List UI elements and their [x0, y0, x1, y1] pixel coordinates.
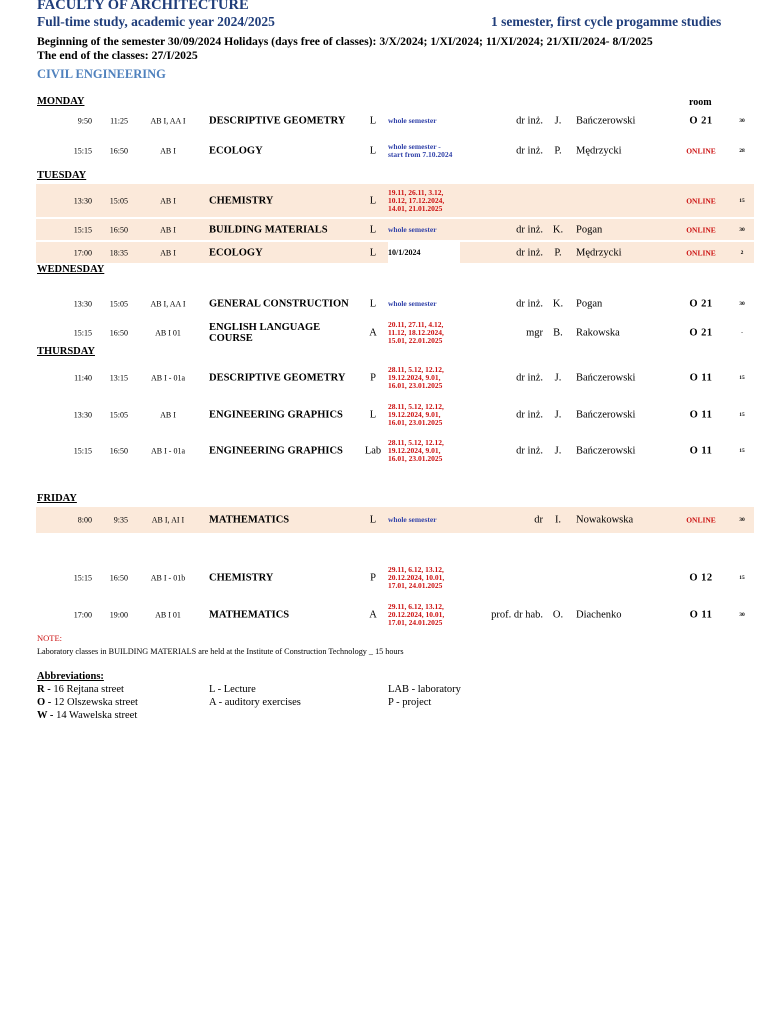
lecturer-surname: Bańczerowski	[576, 372, 636, 384]
room: O 11	[689, 372, 713, 384]
lecturer-initial: J.	[554, 115, 562, 127]
hours: 15	[739, 375, 745, 381]
abbr-key: W -	[37, 710, 54, 721]
lecturer-surname: Bańczerowski	[576, 445, 636, 457]
subject: ECOLOGY	[209, 145, 263, 157]
abbr-value: 14 Wawelska street	[53, 710, 138, 721]
class-type: L	[369, 195, 377, 206]
lecturer-title: dr	[534, 514, 543, 526]
subject: ENGLISH LANGUAGE COURSE	[209, 322, 321, 344]
dates-note: whole semester	[388, 515, 437, 524]
day-thursday: THURSDAY	[37, 346, 95, 357]
subject: MATHEMATICS	[209, 609, 290, 621]
semester-dates: Beginning of the semester 30/09/2024 Holidays (days free of classes): 3/X/2024; 1/XI/2024; 11/XI/2024; 21/XII/2024- 8/I/2025	[37, 35, 653, 48]
subject: GENERAL CONSTRUCTION	[209, 298, 349, 310]
group: AB I	[160, 196, 176, 205]
hours: 15	[739, 575, 745, 581]
lecturer-title: mgr	[526, 327, 543, 339]
class-type: A	[369, 327, 377, 339]
start-time: 13:30	[73, 196, 92, 205]
abbr-project: P - project	[388, 697, 432, 708]
class-row	[36, 436, 754, 466]
end-time: 16:50	[109, 446, 128, 456]
lecturer-initial: J.	[554, 409, 562, 421]
end-time: 19:00	[109, 610, 128, 620]
group: AB I 01	[155, 328, 181, 338]
lecturer-surname: Pogan	[576, 298, 603, 310]
group: AB I - 01b	[150, 573, 186, 583]
abbr-value: 12 Olszewska street	[51, 697, 138, 708]
dates-note: whole semester	[388, 299, 437, 308]
end-time: 15:05	[109, 410, 128, 420]
dates-note: 29.11, 6.12, 13.12, 20.12.2024, 10.01, 17.01, 24.01.2025	[388, 602, 445, 627]
dates-note: whole semester	[388, 224, 437, 234]
end-time: 13:15	[109, 373, 128, 383]
lecturer-surname: Diachenko	[576, 609, 622, 621]
hours: 28	[739, 148, 745, 154]
room: O 11	[689, 609, 713, 621]
dates-note: whole semester	[388, 116, 437, 125]
subject: ECOLOGY	[209, 247, 263, 258]
day-wednesday: WEDNESDAY	[37, 264, 105, 275]
lecturer-surname: Mędrzycki	[576, 247, 622, 258]
group: AB I - 01a	[151, 373, 185, 383]
lecturer-title: prof. dr hab.	[491, 609, 543, 621]
room: O 12	[689, 572, 713, 584]
room: O 21	[689, 115, 713, 127]
group: AB I - 01a	[151, 446, 185, 456]
subject: ENGINEERING GRAPHICS	[209, 445, 343, 457]
room-online: ONLINE	[686, 196, 716, 205]
hours: -	[741, 330, 743, 336]
hours: 15	[739, 448, 745, 454]
end-time: 16:50	[109, 328, 128, 338]
subject: ENGINEERING GRAPHICS	[209, 409, 343, 421]
lecturer-initial: P.	[554, 247, 562, 258]
note-text: Laboratory classes in BUILDING MATERIALS are held at the Institute of Construction Technology _ 15 hours	[37, 647, 404, 656]
subject: DESCRIPTIVE GEOMETRY	[209, 115, 346, 127]
start-time: 15:15	[73, 146, 92, 156]
lecturer-initial: K.	[552, 298, 564, 310]
class-type: L	[369, 247, 377, 258]
end-time: 16:50	[109, 146, 128, 156]
dates-note: 29.11, 6.12, 13.12, 20.12.2024, 10.01, 17.01, 24.01.2025	[388, 565, 445, 590]
hours: 2	[740, 249, 744, 256]
lecturer-title: dr inż.	[516, 247, 543, 258]
start-time: 15:15	[73, 573, 92, 583]
class-row	[36, 318, 754, 348]
lecturer-title: dr inż.	[516, 145, 543, 157]
end-time: 15:05	[109, 196, 128, 205]
start-time: 13:30	[73, 299, 92, 309]
abbr-r	[37, 684, 124, 695]
class-row	[36, 184, 754, 217]
room-online: ONLINE	[686, 248, 716, 257]
lecturer-initial: B.	[553, 327, 563, 339]
class-row	[36, 507, 754, 533]
subject: CHEMISTRY	[209, 572, 274, 584]
abbr-key: O -	[37, 697, 52, 708]
room: O 11	[689, 445, 713, 457]
lecturer-title: dr inż.	[516, 224, 543, 235]
dates-note: 19.11, 26.11, 3.12, 10.12, 17.12.2024, 14.01, 21.01.2025	[388, 187, 445, 213]
study-mode: Full-time study, academic year 2024/2025	[37, 14, 275, 29]
end-time: 16:50	[109, 573, 128, 583]
class-type: Lab	[364, 445, 382, 457]
class-type: L	[369, 224, 377, 235]
lecturer-initial: K.	[552, 224, 564, 235]
classes-end-date: The end of the classes: 27/I/2025	[37, 49, 198, 62]
class-type: L	[369, 514, 377, 526]
hours: 30	[739, 226, 745, 233]
dates-note: 28.11, 5.12, 12.12, 19.12.2024, 9.01, 16.01, 23.01.2025	[388, 438, 444, 463]
lecturer-initial: J.	[554, 445, 562, 457]
end-time: 16:50	[109, 225, 128, 234]
subject: CHEMISTRY	[209, 195, 274, 206]
class-row	[36, 111, 754, 131]
class-row	[36, 294, 754, 314]
day-tuesday: TUESDAY	[37, 170, 87, 181]
room: O 11	[689, 409, 713, 421]
abbr-value: 16 Rejtana street	[50, 684, 124, 695]
dates-note: 28.11, 5.12, 12.12, 19.12.2024, 9.01, 16.01, 23.01.2025	[388, 402, 444, 427]
class-type: L	[369, 298, 377, 310]
abbr-key: R -	[37, 684, 51, 695]
hours: 30	[739, 517, 745, 523]
end-time: 9:35	[113, 515, 128, 525]
room-online: ONLINE	[686, 515, 716, 525]
class-row	[36, 219, 754, 240]
group: AB I, AA I	[150, 299, 186, 309]
class-type: A	[369, 609, 377, 621]
lecturer-initial: O.	[552, 609, 564, 621]
abbr-auditory: A - auditory exercises	[209, 697, 301, 708]
lecturer-initial: I.	[554, 514, 562, 526]
start-time: 17:00	[73, 248, 92, 257]
room-online: ONLINE	[686, 146, 716, 156]
start-time: 11:40	[74, 373, 92, 383]
class-row	[36, 400, 754, 430]
group: AB I	[160, 410, 176, 420]
start-time: 9:50	[77, 116, 92, 126]
lecturer-title: dr inż.	[516, 445, 543, 457]
group: AB I 01	[155, 610, 181, 620]
start-time: 17:00	[73, 610, 92, 620]
class-type: L	[369, 409, 377, 421]
lecturer-surname: Mędrzycki	[576, 145, 622, 157]
abbr-o	[37, 697, 138, 708]
class-type: P	[370, 372, 376, 384]
abbr-lecture: L - Lecture	[209, 684, 256, 695]
group: AB I	[160, 146, 176, 156]
group: AB I	[160, 248, 176, 257]
group: AB I, AI I	[151, 515, 185, 525]
lecturer-title: dr inż.	[516, 372, 543, 384]
day-friday: FRIDAY	[37, 493, 77, 504]
lecturer-surname: Bańczerowski	[576, 115, 636, 127]
lecturer-initial: J.	[554, 372, 562, 384]
hours: 30	[739, 118, 745, 124]
start-time: 13:30	[73, 410, 92, 420]
class-type: P	[370, 572, 376, 584]
programme-info: 1 semester, first cycle progamme studies	[491, 14, 722, 29]
lecturer-initial: P.	[554, 145, 562, 157]
class-row	[36, 563, 754, 593]
room-online: ONLINE	[686, 225, 716, 234]
end-time: 11:25	[110, 116, 128, 126]
faculty-title: FACULTY OF ARCHITECTURE	[37, 0, 249, 13]
class-type: L	[369, 145, 377, 157]
field-of-study: CIVIL ENGINEERING	[37, 67, 166, 81]
class-row	[36, 600, 754, 630]
end-time: 18:35	[109, 248, 128, 257]
hours: 15	[739, 412, 745, 418]
lecturer-title: dr inż.	[516, 298, 543, 310]
room: O 21	[689, 327, 713, 339]
abbr-w	[37, 710, 137, 721]
class-type: L	[369, 115, 377, 127]
class-row	[36, 137, 754, 165]
lecturer-surname: Pogan	[576, 224, 603, 235]
start-time: 15:15	[73, 328, 92, 338]
hours: 30	[739, 612, 745, 618]
dates-note: 10/1/2024	[388, 247, 421, 257]
lecturer-title: dr inż.	[516, 115, 543, 127]
end-time: 15:05	[109, 299, 128, 309]
dates-note: whole semester - start from 7.10.2024	[388, 142, 453, 159]
group: AB I, AA I	[150, 116, 186, 126]
hours: 15	[739, 197, 745, 204]
start-time: 15:15	[73, 225, 92, 234]
abbr-laboratory: LAB - laboratory	[388, 684, 461, 695]
hours: 30	[739, 301, 745, 307]
room-column-header: room	[689, 97, 712, 108]
dates-note: 28.11, 5.12, 12.12, 19.12.2024, 9.01, 16.01, 23.01.2025	[388, 365, 444, 390]
class-row	[36, 363, 754, 393]
abbreviations-heading: Abbreviations:	[37, 671, 104, 682]
dates-note: 20.11, 27.11, 4.12, 11.12, 18.12.2024, 15.01, 22.01.2025	[388, 320, 444, 345]
start-time: 8:00	[77, 515, 92, 525]
note-label: NOTE:	[37, 633, 63, 643]
group: AB I	[160, 225, 176, 234]
class-row	[36, 242, 754, 263]
subject: BUILDING MATERIALS	[209, 224, 328, 235]
lecturer-surname: Bańczerowski	[576, 409, 636, 421]
lecturer-surname: Nowakowska	[576, 514, 634, 526]
subject: MATHEMATICS	[209, 514, 290, 526]
room: O 21	[689, 298, 713, 310]
lecturer-surname: Rakowska	[576, 327, 620, 339]
lecturer-title: dr inż.	[516, 409, 543, 421]
day-monday: MONDAY	[37, 96, 85, 107]
start-time: 15:15	[73, 446, 92, 456]
subject: DESCRIPTIVE GEOMETRY	[209, 372, 346, 384]
